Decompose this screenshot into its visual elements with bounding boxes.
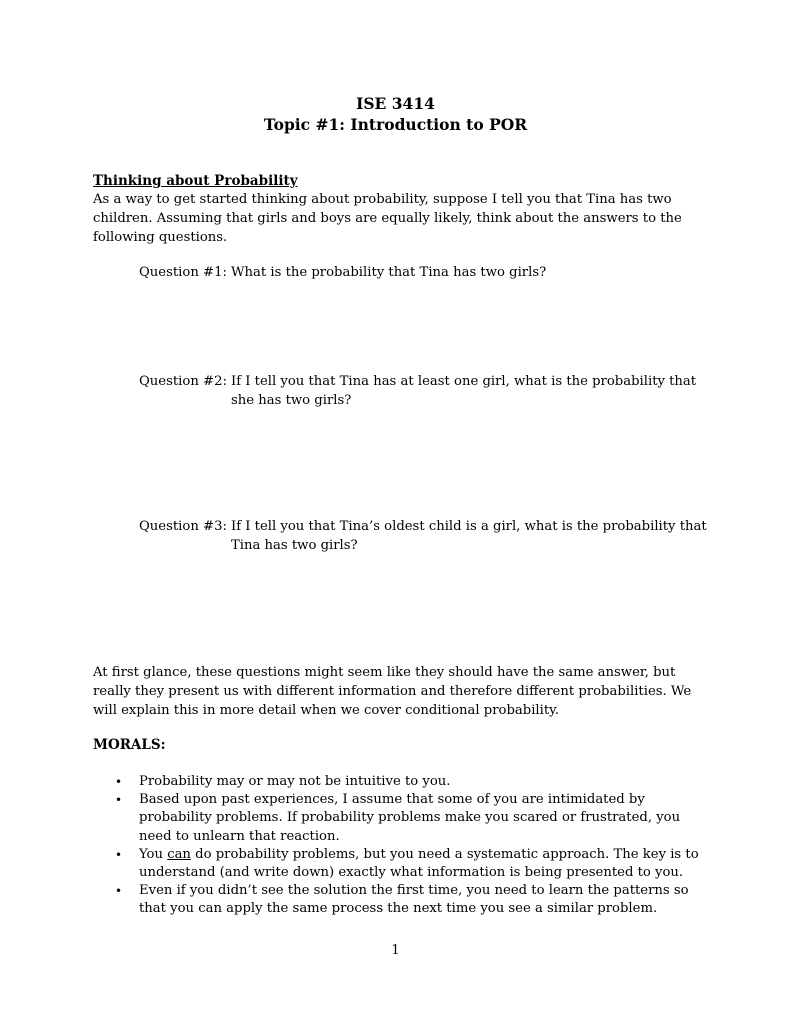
list-item xyxy=(93,773,705,791)
list-item xyxy=(93,791,705,846)
morals-list xyxy=(93,773,705,919)
list-item xyxy=(93,846,705,882)
moral-text: Based upon past experiences, I assume that some of you are intimidated by probability problems. If probability problems make you scared or frustrated, you need to unlearn that reaction. xyxy=(139,792,681,844)
question-3-label: Question #3: xyxy=(139,519,227,534)
question-1-text: What is the probability that Tina has two girls? xyxy=(231,265,547,280)
bullet-icon: • xyxy=(115,775,123,789)
bullet-icon: • xyxy=(115,847,123,862)
document-title-block xyxy=(0,93,791,135)
section-heading: Thinking about Probability xyxy=(93,173,298,189)
question-1 xyxy=(139,263,709,282)
bullet-icon: • xyxy=(115,884,123,899)
intro-paragraph: As a way to get started thinking about probability, suppose I tell you that Tina has two children. Assuming that girls and boys are equally likely, think about the answers to the following questions. xyxy=(93,192,682,245)
moral-text-suffix: do probability problems, but you need a systematic approach. The key is to understand (and write down) exactly what information is being presented to you. xyxy=(139,846,699,881)
question-2 xyxy=(139,372,709,410)
question-2-label: Question #2: xyxy=(139,374,227,389)
moral-text-prefix: You xyxy=(139,846,168,862)
moral-emphasis: can xyxy=(167,846,191,862)
course-title: ISE 3414 xyxy=(356,94,435,113)
topic-title: Topic #1: Introduction to POR xyxy=(263,115,528,134)
moral-text: Even if you didn’t see the solution the first time, you need to learn the patterns so that you can apply the same process the next time you see a similar problem. xyxy=(139,883,689,917)
page-number: 1 xyxy=(391,943,400,958)
moral-text: Probability may or may not be intuitive to you. xyxy=(139,774,451,789)
list-item xyxy=(93,882,705,918)
question-1-label: Question #1: xyxy=(139,265,227,280)
morals-heading: MORALS: xyxy=(93,737,166,753)
question-3-text: If I tell you that Tina’s oldest child is a girl, what is the probability that Tina has two girls? xyxy=(231,519,707,553)
question-3 xyxy=(139,517,709,555)
conclusion-paragraph: At first glance, these questions might seem like they should have the same answer, but really they present us with different information and therefore different probabilities. We will explain this in more detail when we cover conditional probability. xyxy=(93,665,692,718)
bullet-icon: • xyxy=(115,793,123,808)
question-2-text: If I tell you that Tina has at least one girl, what is the probability that she has two girls? xyxy=(231,374,697,408)
